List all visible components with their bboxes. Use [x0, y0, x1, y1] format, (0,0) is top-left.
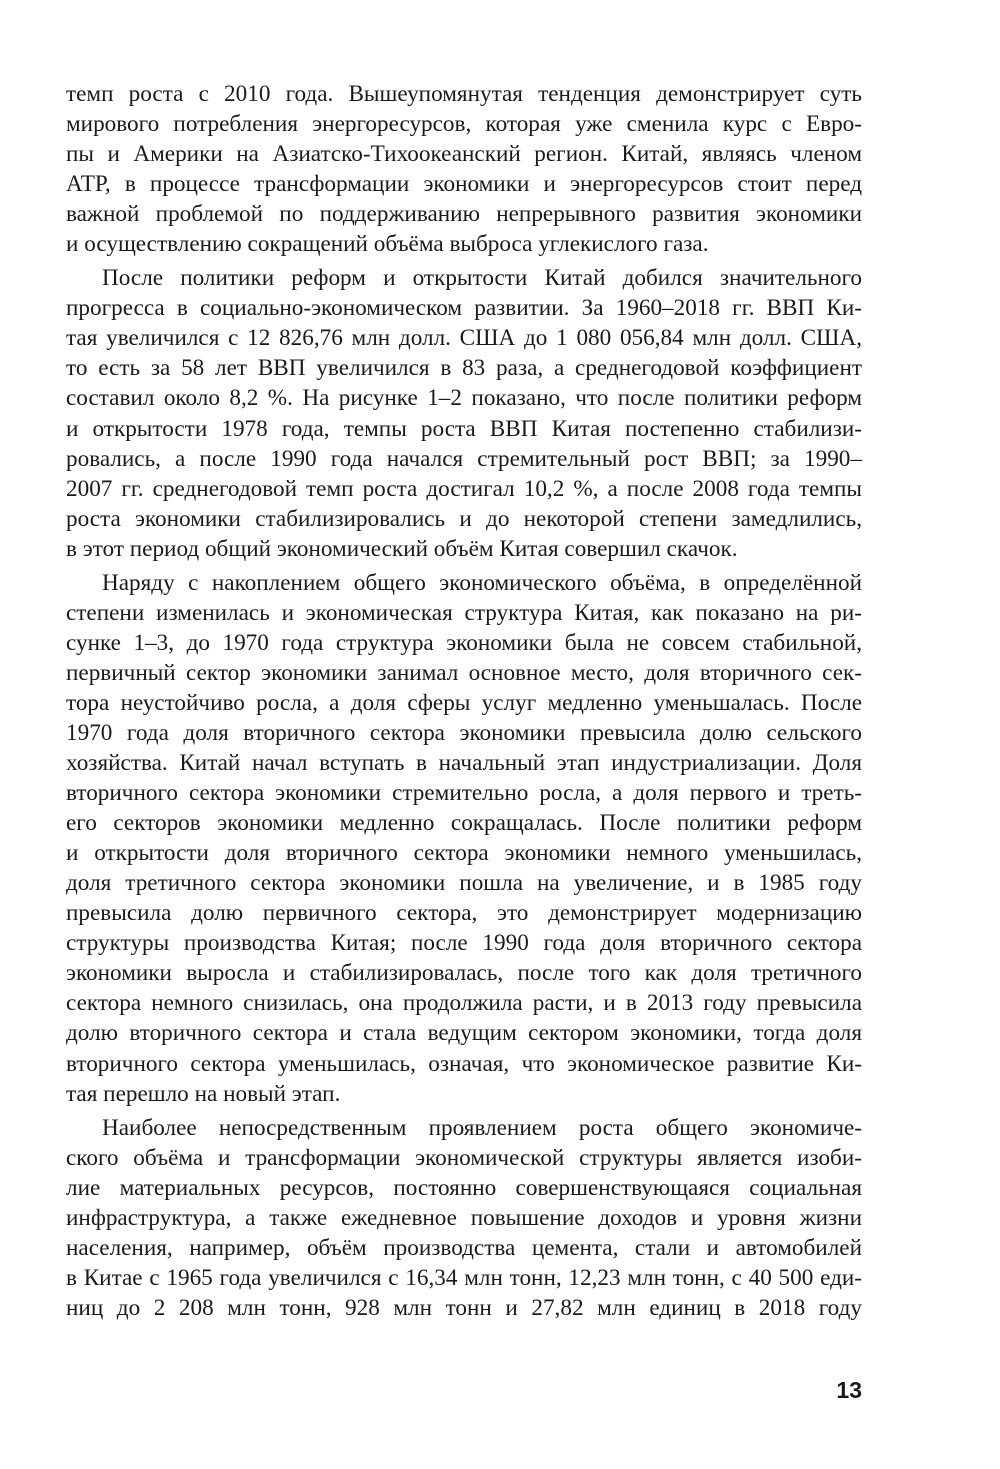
text-line: превысила долю первичного сектора, это демонстрирует модернизацию [66, 900, 862, 927]
text-line: После политики реформ и открытости Китай добился значительного [102, 265, 862, 292]
text-line: в Китае с 1965 года увеличился с 16,34 млн тонн, 12,23 млн тонн, с 40 500 еди- [66, 1264, 862, 1291]
paragraph [66, 79, 862, 259]
text-line: роста экономики стабилизировались и до некоторой степени замедлились, [66, 505, 862, 532]
text-line: вторичного сектора экономики стремительно росла, а доля первого и треть- [66, 780, 862, 807]
text-line: АТР, в процессе трансформации экономики и энергоресурсов стоит перед [66, 171, 862, 198]
text-line: пы и Америки на Азиатско-Тихоокеанский регион. Китай, являясь членом [66, 141, 862, 168]
text-line: составил около 8,2 %. На рисунке 1–2 показано, что после политики реформ [66, 385, 862, 412]
text-line: его секторов экономики медленно сокращалась. После политики реформ [66, 810, 862, 837]
text-line: Наиболее непосредственным проявлением роста общего экономиче- [102, 1114, 862, 1141]
text-line: доля третичного сектора экономики пошла на увеличение, и в 1985 году [66, 870, 862, 897]
text-line: и открытости доля вторичного сектора экономики немного уменьшилась, [66, 840, 862, 867]
text-line: прогресса в социально-экономическом развитии. За 1960–2018 гг. ВВП Ки- [66, 295, 862, 322]
text-line: структуры производства Китая; после 1990 года доля вторичного сектора [66, 930, 862, 957]
text-line: инфраструктура, а также ежедневное повышение доходов и уровня жизни [66, 1204, 862, 1231]
text-line: темп роста с 2010 года. Вышеупомянутая тенденция демонстрирует суть [66, 81, 862, 107]
text-line: и открытости 1978 года, темпы роста ВВП Китая постепенно стабилизи- [66, 415, 862, 442]
text-line: вторичного сектора уменьшилась, означая, что экономическое развитие Ки- [66, 1050, 862, 1077]
text-line: мирового потребления энергоресурсов, которая уже сменила курс с Евро- [66, 111, 862, 138]
text-line: экономики выросла и стабилизировалась, после того как доля третичного [66, 960, 862, 987]
text-line: то есть за 58 лет ВВП увеличился в 83 раза, а среднегодовой коэффициент [66, 355, 862, 382]
text-line: ниц до 2 208 млн тонн, 928 млн тонн и 27,82 млн единиц в 2018 году [66, 1294, 862, 1321]
text-line: лие материальных ресурсов, постоянно совершенствующаяся социальная [66, 1174, 862, 1201]
text-line: населения, например, объём производства цемента, стали и автомобилей [66, 1234, 862, 1261]
text-line: ского объёма и трансформации экономической структуры является изоби- [66, 1144, 862, 1171]
text-line: 1970 года доля вторичного сектора экономики превысила долю сельского [66, 719, 862, 746]
text-line: важной проблемой по поддерживанию непрерывного развития экономики [66, 201, 862, 228]
text-line: тая увеличился с 12 826,76 млн долл. США до 1 080 056,84 млн долл. США, [66, 325, 862, 352]
text-line: в этот период общий экономический объём Китая совершил скачок. [66, 535, 738, 562]
text-body [66, 79, 862, 1323]
text-line: 2007 гг. среднегодовой темп роста достигал 10,2 %, а после 2008 года темпы [66, 475, 862, 502]
paragraph [66, 1113, 862, 1323]
text-line: степени изменилась и экономическая структура Китая, как показано на ри- [66, 599, 862, 626]
text-line: Наряду с накоплением общего экономического объёма, в определённой [102, 569, 862, 596]
text-line: и осуществлению сокращений объёма выброса углекислого газа. [66, 231, 709, 258]
text-line: сунке 1–3, до 1970 года структура экономики была не совсем стабильной, [66, 629, 862, 656]
page-number: 13 [836, 1377, 862, 1403]
text-line: тора неустойчиво росла, а доля сферы услуг медленно уменьшалась. После [66, 689, 862, 716]
text-line: ровались, а после 1990 года начался стремительный рост ВВП; за 1990– [66, 445, 862, 472]
text-line: сектора немного снизилась, она продолжила расти, и в 2013 году превысила [66, 990, 862, 1017]
text-line: тая перешло на новый этап. [66, 1080, 341, 1107]
paragraph [66, 263, 862, 563]
text-line: долю вторичного сектора и стала ведущим сектором экономики, тогда доля [66, 1020, 862, 1047]
text-line: первичный сектор экономики занимал основное место, доля вторичного сек- [66, 659, 862, 686]
paragraph [66, 568, 862, 1109]
text-line: хозяйства. Китай начал вступать в начальный этап индустриализации. Доля [66, 750, 862, 777]
